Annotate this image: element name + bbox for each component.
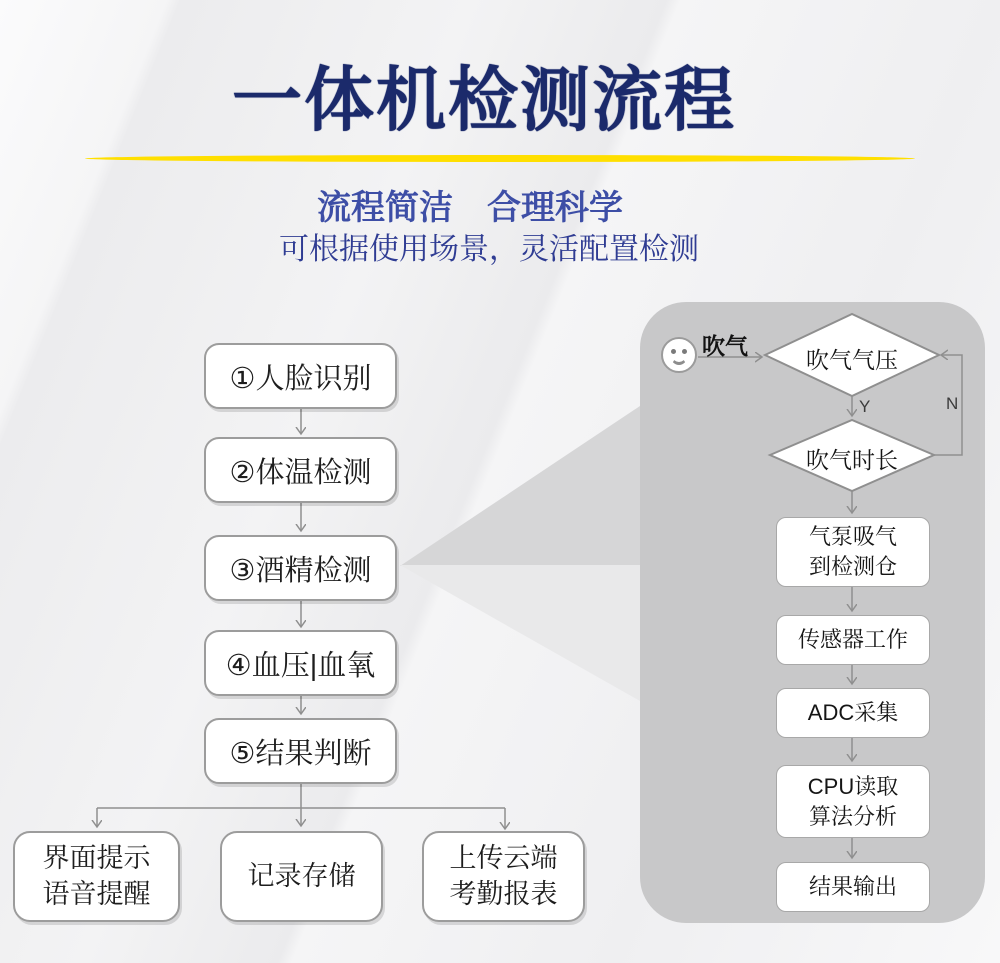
subtitle-primary: 流程简洁 合理科学 [317,189,623,227]
flow-step-box-3: ③酒精检测 [204,535,397,601]
smiley-eye [671,349,676,354]
smiley-eye [682,349,687,354]
branch-label-yes: Y [859,397,871,416]
branch-label-no: N [946,394,959,413]
detail-step-box-result [776,862,930,912]
output-line: 考勤报表 [449,878,558,909]
output-box-cloud [422,831,585,922]
output-line: 记录存储 [247,860,356,891]
detail-step-line: ADC采集 [807,700,899,726]
flow-step-box-2: ②体温检测 [204,437,397,503]
flow-step-box-1: ①人脸识别 [204,343,397,409]
blow-label: 吹气 [702,333,748,359]
detail-step-box-sensor [776,615,930,665]
output-box-storage [220,831,383,922]
subtitle-secondary: 可根据使用场景，灵活配置检测 [279,233,699,266]
flow-step-box-5: ⑤结果判断 [204,718,397,784]
output-line: 语音提醒 [42,878,151,909]
detail-step-line: 到检测仓 [808,554,897,579]
detail-step-box-pump [776,517,930,587]
flow-step-box-4: ④血压|血氧 [204,630,397,696]
output-line: 界面提示 [42,843,151,874]
output-box-notify [13,831,180,922]
detail-step-line: 结果输出 [808,874,897,900]
detail-step-line: CPU读取 [807,773,899,799]
page-title: 一体机检测流程 [232,61,736,139]
decision-label-duration: 吹气时长 [806,447,898,473]
detail-step-line: 算法分析 [808,803,897,829]
smiley-face-icon [661,337,697,373]
detail-step-line: 气泵吸气 [808,524,897,550]
smiley-mouth [671,355,687,365]
detail-step-box-cpu [776,765,930,838]
detail-step-line: 传感器工作 [797,627,908,653]
detail-step-box-adc [776,688,930,738]
decision-label-pressure: 吹气气压 [806,347,898,373]
output-line: 上传云端 [449,843,558,874]
